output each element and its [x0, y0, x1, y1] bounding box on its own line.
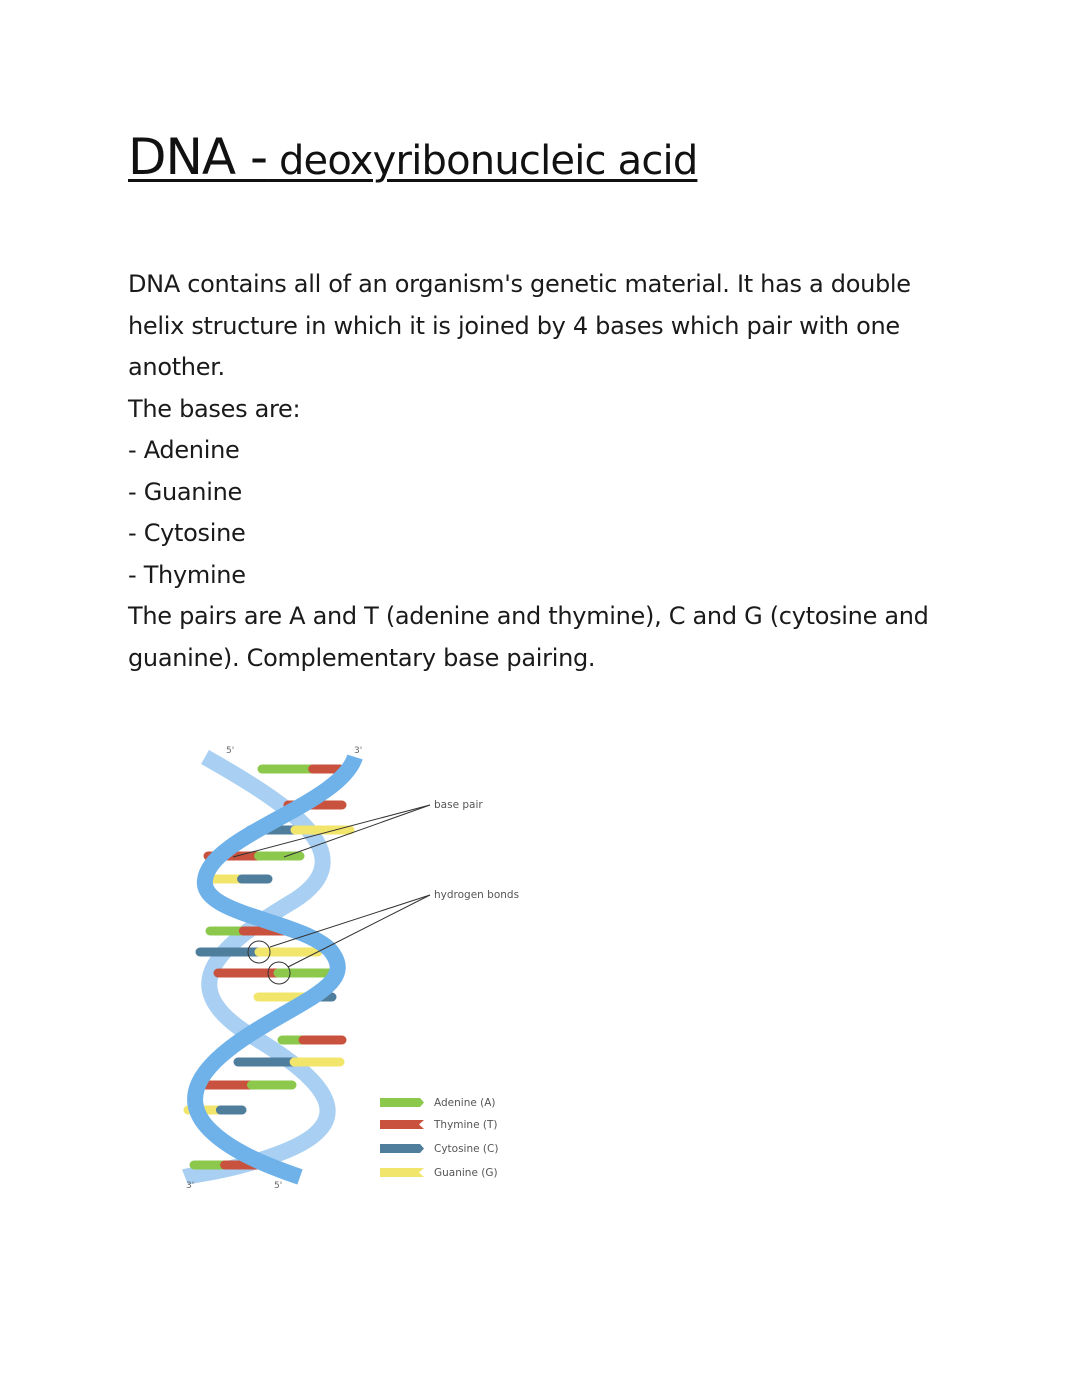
cytosine-swatch: [380, 1144, 424, 1153]
guanine-swatch: [380, 1168, 424, 1177]
thymine-swatch: [380, 1120, 424, 1129]
legend-label-guanine: Guanine (G): [434, 1167, 498, 1179]
legend-item-adenine: [380, 1097, 496, 1109]
title-main: DNA -: [128, 128, 268, 186]
paragraph-pairs: The pairs are A and T (adenine and thymine), C and G (cytosine and guanine). Complementary base pairing.: [128, 602, 929, 672]
legend-item-thymine: [380, 1119, 498, 1131]
list-item: - Adenine: [128, 436, 240, 464]
title-sub: deoxyribonucleic acid: [267, 138, 698, 184]
paragraph-bases-heading: The bases are:: [128, 394, 301, 423]
legend-item-cytosine: [380, 1143, 498, 1155]
legend: [380, 1097, 498, 1179]
list-item: - Thymine: [128, 560, 246, 589]
legend-label-adenine: Adenine (A): [434, 1097, 496, 1109]
adenine-swatch: [380, 1098, 424, 1107]
end-label-top-right: 3': [354, 746, 363, 756]
body-text: [128, 264, 958, 679]
dna-helix-diagram: [150, 735, 570, 1205]
legend-label-cytosine: Cytosine (C): [434, 1143, 499, 1155]
end-label-bottom-left: 3': [186, 1181, 195, 1191]
list-item: - Guanine: [128, 477, 242, 506]
end-label-bottom-right: 5': [274, 1181, 283, 1191]
list-item: - Cytosine: [128, 519, 246, 547]
end-label-top-left: 5': [226, 746, 235, 756]
page-title: [128, 128, 697, 186]
base-pair-label: base pair: [434, 799, 483, 811]
hydrogen-bonds-label: hydrogen bonds: [434, 889, 520, 901]
legend-label-thymine: Thymine (T): [434, 1119, 498, 1131]
legend-item-guanine: [380, 1167, 498, 1179]
paragraph-intro: DNA contains all of an organism's genetic material. It has a double helix structure in which it is joined by 4 bases which pair with one another.: [128, 270, 911, 381]
